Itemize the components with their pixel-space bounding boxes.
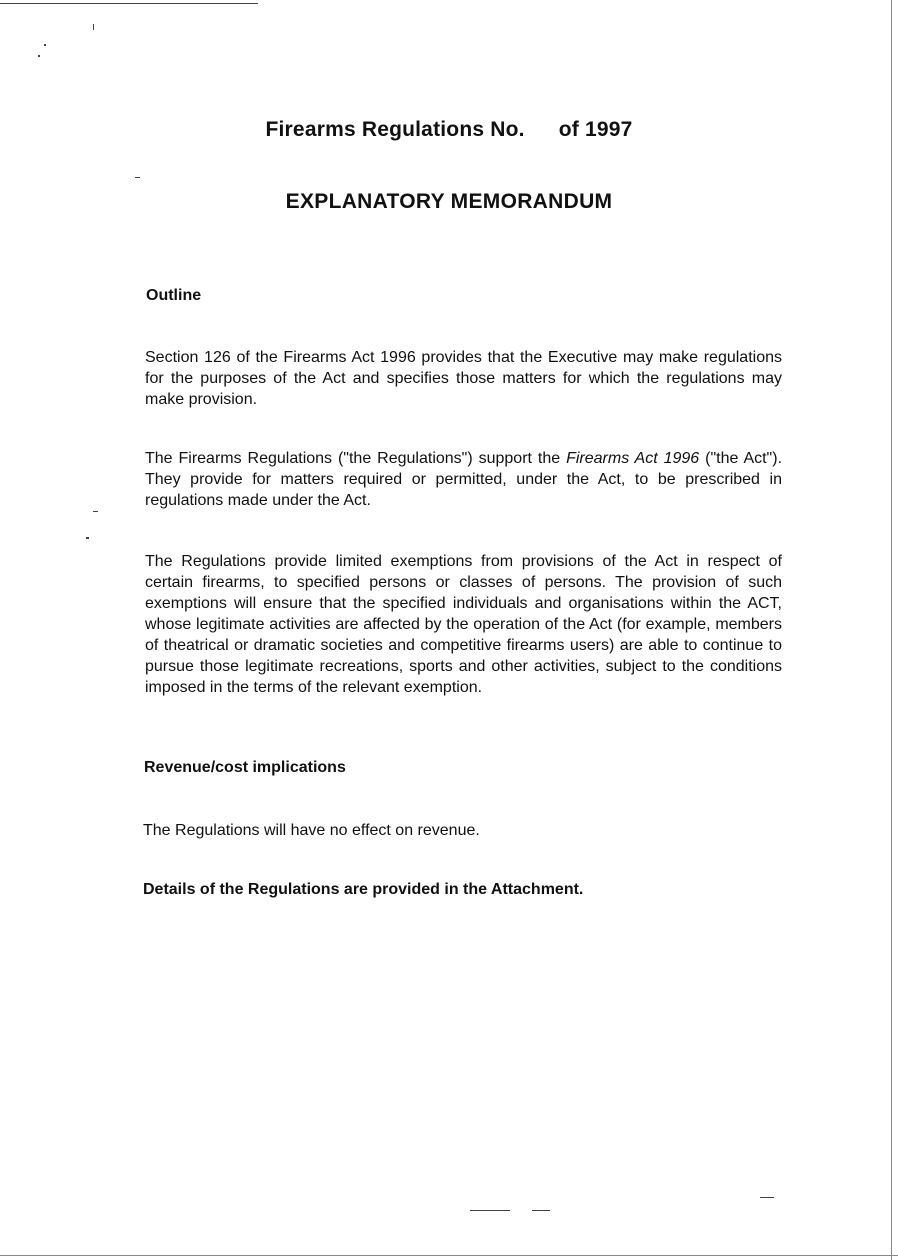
revenue-heading: Revenue/cost implications [144,759,346,776]
scan-speck [38,55,40,57]
scan-speck [44,44,46,46]
outline-paragraph-2 [145,448,782,511]
scan-speck [93,511,98,512]
scan-speck [93,24,94,30]
paragraph-2-text-a: The Firearms Regulations ("the Regulations") support the [145,450,567,467]
title-main: Firearms Regulations No. [265,118,525,141]
bottom-edge-rule [0,1255,898,1256]
scan-speck [86,537,89,539]
details-statement: Details of the Regulations are provided in the Attachment. [143,881,584,898]
paragraph-2-text-b: ("the Act"). They provide for matters required or permitted, under the Act, to be prescribed in regulations made under the Act. [145,450,783,509]
title-year: of 1997 [558,118,633,141]
scan-speck [135,177,140,178]
outline-paragraph-1: Section 126 of the Firearms Act 1996 provides that the Executive may make regulations for the purposes of the Act and specifies those matters for which the regulations may make provision. [145,349,782,408]
act-title-italic: Firearms Act 1996 [566,450,700,467]
outline-paragraph-3: The Regulations provide limited exemptions from provisions of the Act in respect of certain firearms, to specified persons or classes of persons. The provision of such exemptions will ensure that the specified individuals and organisations within the ACT, whose legitimate activities are affected by the operation of the Act (for example, members of theatrical or dramatic societies and competitive firearms users) are able to continue to pursue those legitimate recreations, sports and other activities, subject to the conditions imposed in the terms of the relevant exemption. [145,553,782,696]
scan-speck [470,1210,510,1211]
right-edge-rule [891,0,892,1260]
scan-speck [532,1210,550,1211]
revenue-paragraph: The Regulations will have no effect on revenue. [143,822,480,839]
top-rule [0,3,258,4]
document-title [0,118,898,142]
document-subtitle: EXPLANATORY MEMORANDUM [285,190,613,213]
outline-heading: Outline [146,287,202,304]
scan-speck [760,1197,774,1198]
